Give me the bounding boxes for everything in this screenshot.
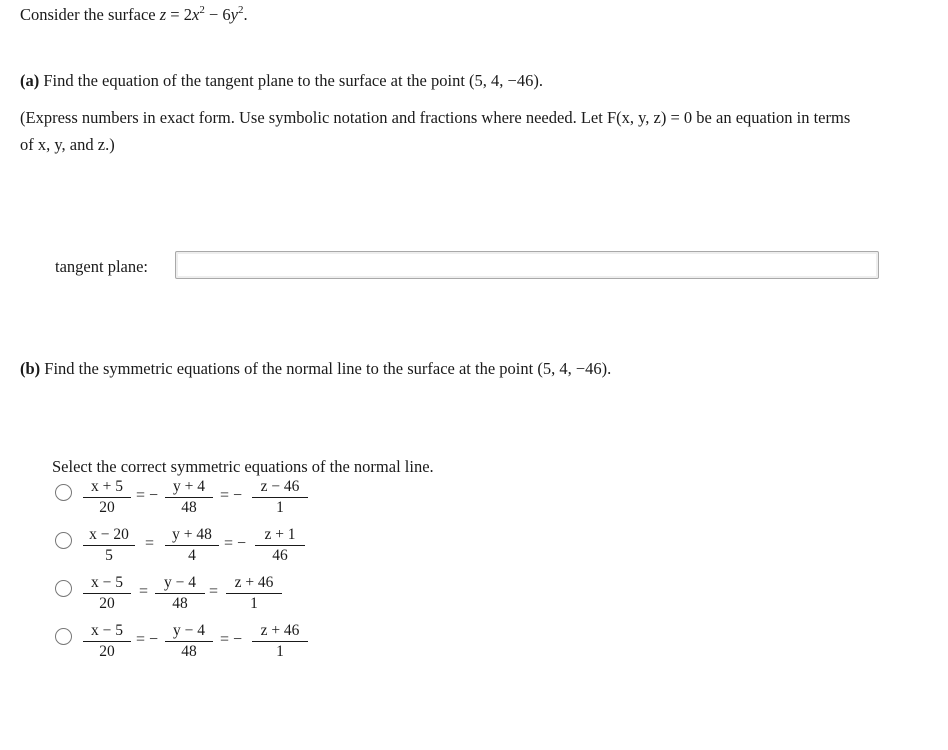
option-1-fraction-z-numerator: z − 46 bbox=[260, 478, 300, 495]
option-3-fraction-z bbox=[226, 574, 282, 613]
option-1-fraction-z bbox=[252, 478, 308, 517]
option-2-fraction-z-denominator: 46 bbox=[272, 547, 288, 564]
part-a-question bbox=[20, 71, 543, 91]
option-3-fraction-y bbox=[155, 574, 205, 613]
intro-prefix: Consider the surface bbox=[20, 5, 160, 24]
intro-end: . bbox=[243, 5, 248, 24]
option-3-fraction-x-denominator: 20 bbox=[99, 595, 115, 612]
option-3-fraction-x bbox=[83, 574, 131, 613]
option-1-fraction-y-bar bbox=[165, 497, 213, 498]
intro-var-y: y bbox=[230, 5, 238, 24]
option-4-fraction-y bbox=[165, 622, 213, 661]
option-4-fraction-z-denominator: 1 bbox=[276, 643, 284, 660]
option-4-fraction-z bbox=[252, 622, 308, 661]
part-b-question bbox=[20, 359, 611, 379]
intro-var-x: x bbox=[191, 5, 200, 24]
option-3-fraction-z-denominator: 1 bbox=[250, 595, 258, 612]
option-4-equals-1: = − bbox=[136, 631, 159, 648]
option-3-fraction-x-bar bbox=[83, 593, 131, 594]
option-1-fraction-z-bar bbox=[252, 497, 308, 498]
option-3-equals-2: = bbox=[209, 583, 219, 600]
tangent-plane-input[interactable] bbox=[175, 251, 879, 279]
option-3-fraction-y-bar bbox=[155, 593, 205, 594]
option-4-fraction-x-numerator: x − 5 bbox=[91, 622, 123, 639]
option-1-fraction-x-denominator: 20 bbox=[99, 499, 115, 516]
option-3-equals-1: = bbox=[139, 583, 149, 600]
option-1-fraction-z-denominator: 1 bbox=[276, 499, 284, 516]
option-3-fraction-y-denominator: 48 bbox=[172, 595, 188, 612]
option-1-fraction-x-numerator: x + 5 bbox=[91, 478, 123, 495]
part-a-note-line1: (Express numbers in exact form. Use symbolic notation and fractions where needed. Let F(x, y, z) = 0 be an equation in terms bbox=[20, 108, 851, 127]
option-1-radio[interactable] bbox=[55, 484, 72, 501]
option-3-fraction-x-numerator: x − 5 bbox=[91, 574, 123, 591]
option-3[interactable] bbox=[52, 574, 352, 618]
normal-line-prompt: Select the correct symmetric equations of the normal line. bbox=[52, 457, 434, 476]
intro-exp-1: 2 bbox=[199, 4, 205, 16]
intro-exp-2: 2 bbox=[237, 4, 244, 16]
option-1-fraction-y-denominator: 48 bbox=[181, 499, 197, 516]
option-4-fraction-y-denominator: 48 bbox=[181, 643, 197, 660]
option-4-fraction-x bbox=[83, 622, 131, 661]
option-1-fraction-y-numerator: y + 4 bbox=[173, 478, 205, 495]
option-4-equals-2: = − bbox=[220, 631, 243, 648]
intro-var-z: z bbox=[159, 5, 167, 24]
option-2-fraction-x-denominator: 5 bbox=[105, 547, 113, 564]
option-4-fraction-z-bar bbox=[252, 641, 308, 642]
option-4-radio[interactable] bbox=[55, 628, 72, 645]
option-4-fraction-y-bar bbox=[165, 641, 213, 642]
option-1-equals-2: = − bbox=[220, 487, 243, 504]
option-1-fraction-y bbox=[165, 478, 213, 517]
part-a-label: (a) bbox=[20, 71, 40, 90]
option-3-fraction-z-numerator: z + 46 bbox=[234, 574, 274, 591]
intro-eq: = 2 bbox=[166, 5, 192, 24]
option-4-fraction-z-numerator: z + 46 bbox=[260, 622, 300, 639]
intro-minus: − 6 bbox=[204, 5, 231, 24]
option-2-fraction-z-numerator: z + 1 bbox=[264, 526, 296, 543]
option-2-fraction-x-numerator: x − 20 bbox=[89, 526, 129, 543]
part-a-note-line2: of x, y, and z.) bbox=[20, 135, 115, 154]
option-2-fraction-z-bar bbox=[255, 545, 305, 546]
part-b-label: (b) bbox=[20, 359, 41, 378]
option-2-fraction-z bbox=[255, 526, 305, 565]
option-1-fraction-x bbox=[83, 478, 131, 517]
option-2-fraction-y bbox=[165, 526, 219, 565]
option-2-fraction-y-bar bbox=[165, 545, 219, 546]
option-2-fraction-y-denominator: 4 bbox=[188, 547, 196, 564]
option-1[interactable] bbox=[52, 478, 352, 522]
option-1-fraction-x-bar bbox=[83, 497, 131, 498]
option-4-fraction-x-bar bbox=[83, 641, 131, 642]
option-1-equals-1: = − bbox=[136, 487, 159, 504]
option-4[interactable] bbox=[52, 622, 352, 666]
option-2-equals-1: = bbox=[145, 535, 155, 552]
option-3-fraction-y-numerator: y − 4 bbox=[164, 574, 196, 591]
option-4-fraction-x-denominator: 20 bbox=[99, 643, 115, 660]
intro-statement bbox=[20, 5, 248, 25]
option-3-radio[interactable] bbox=[55, 580, 72, 597]
option-2[interactable] bbox=[52, 526, 352, 570]
option-2-equals-2: = − bbox=[224, 535, 247, 552]
option-4-fraction-y-numerator: y − 4 bbox=[173, 622, 205, 639]
tangent-plane-label: tangent plane: bbox=[55, 257, 149, 276]
option-3-fraction-z-bar bbox=[226, 593, 282, 594]
option-2-fraction-x-bar bbox=[83, 545, 135, 546]
option-2-fraction-y-numerator: y + 48 bbox=[172, 526, 212, 543]
option-2-fraction-x bbox=[83, 526, 135, 565]
option-2-radio[interactable] bbox=[55, 532, 72, 549]
part-a-text: Find the equation of the tangent plane to the surface at the point (5, 4, −46). bbox=[39, 71, 543, 90]
part-b-text: Find the symmetric equations of the normal line to the surface at the point (5, 4, −46). bbox=[40, 359, 612, 378]
